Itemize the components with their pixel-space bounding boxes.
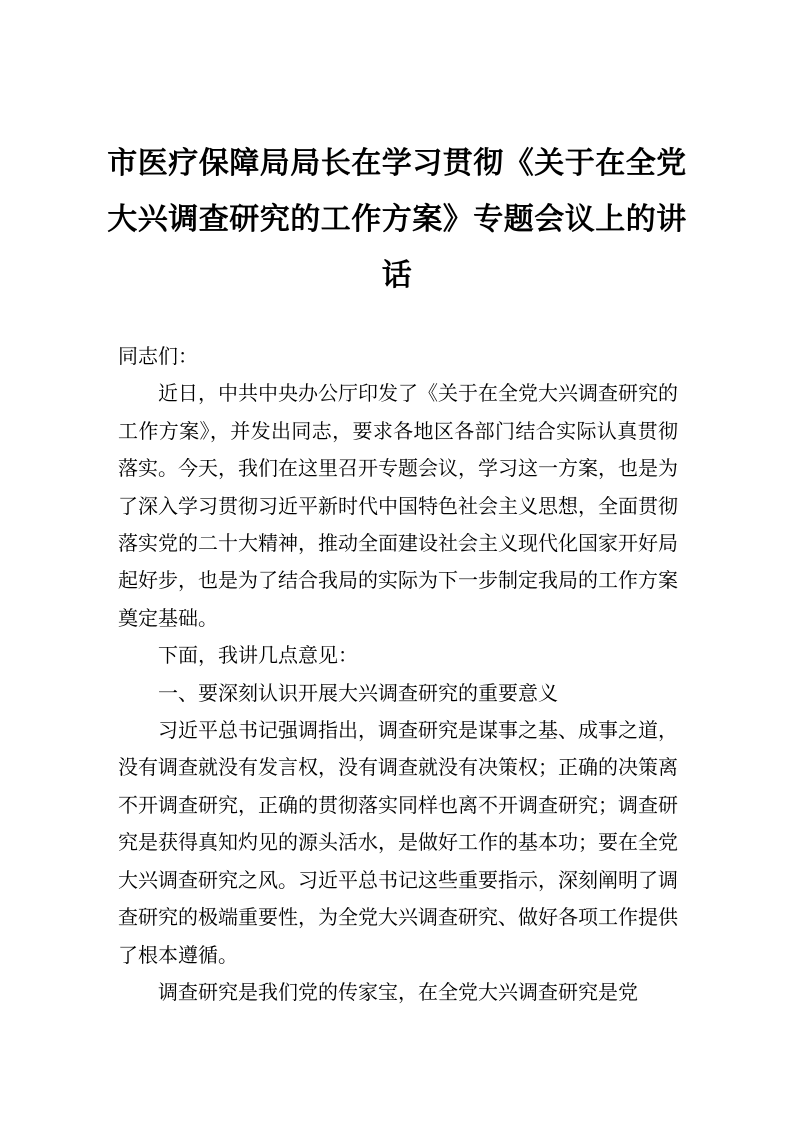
paragraph-opinions-lead: 下面，我讲几点意见： bbox=[158, 643, 358, 668]
section-heading-1: 一、要深刻认识开展大兴调查研究的重要意义 bbox=[158, 680, 558, 705]
document-title: 市医疗保障局局长在学习贯彻《关于在全党大兴调查研究的工作方案》专题会议上的讲话 bbox=[107, 146, 687, 293]
document-body bbox=[118, 338, 678, 1011]
salutation: 同志们： bbox=[118, 344, 198, 368]
paragraph-heirloom: 调查研究是我们党的传家宝，在全党大兴调查研究是党 bbox=[158, 979, 638, 1004]
paragraph-intro: 近日，中共中央办公厅印发了《关于在全党大兴调查研究的工作方案》，并发出同志，要求各地区各部门结合实际认真贯彻落实。今天，我们在这里召开专题会议，学习这一方案，也是为了深入学习贯彻习近平新时代中国特色社会主义思想，全面贯彻落实党的二十大精神，推动全面建设社会主义现代化国家开好局起好步，也是为了结合我局的实际为下一步制定我局的工作方案奠定基础。 bbox=[118, 381, 678, 630]
paragraph-importance: 习近平总书记强调指出，调查研究是谋事之基、成事之道，没有调查就没有发言权，没有调查就没有决策权；正确的决策离不开调查研究，正确的贯彻落实同样也离不开调查研究；调查研究是获得真知灼见的源头活水，是做好工作的基本功；要在全党大兴调查研究之风。习近平总书记这些重要指示，深刻阐明了调查研究的极端重要性，为全党大兴调查研究、做好各项工作提供了根本遵循。 bbox=[118, 718, 678, 967]
